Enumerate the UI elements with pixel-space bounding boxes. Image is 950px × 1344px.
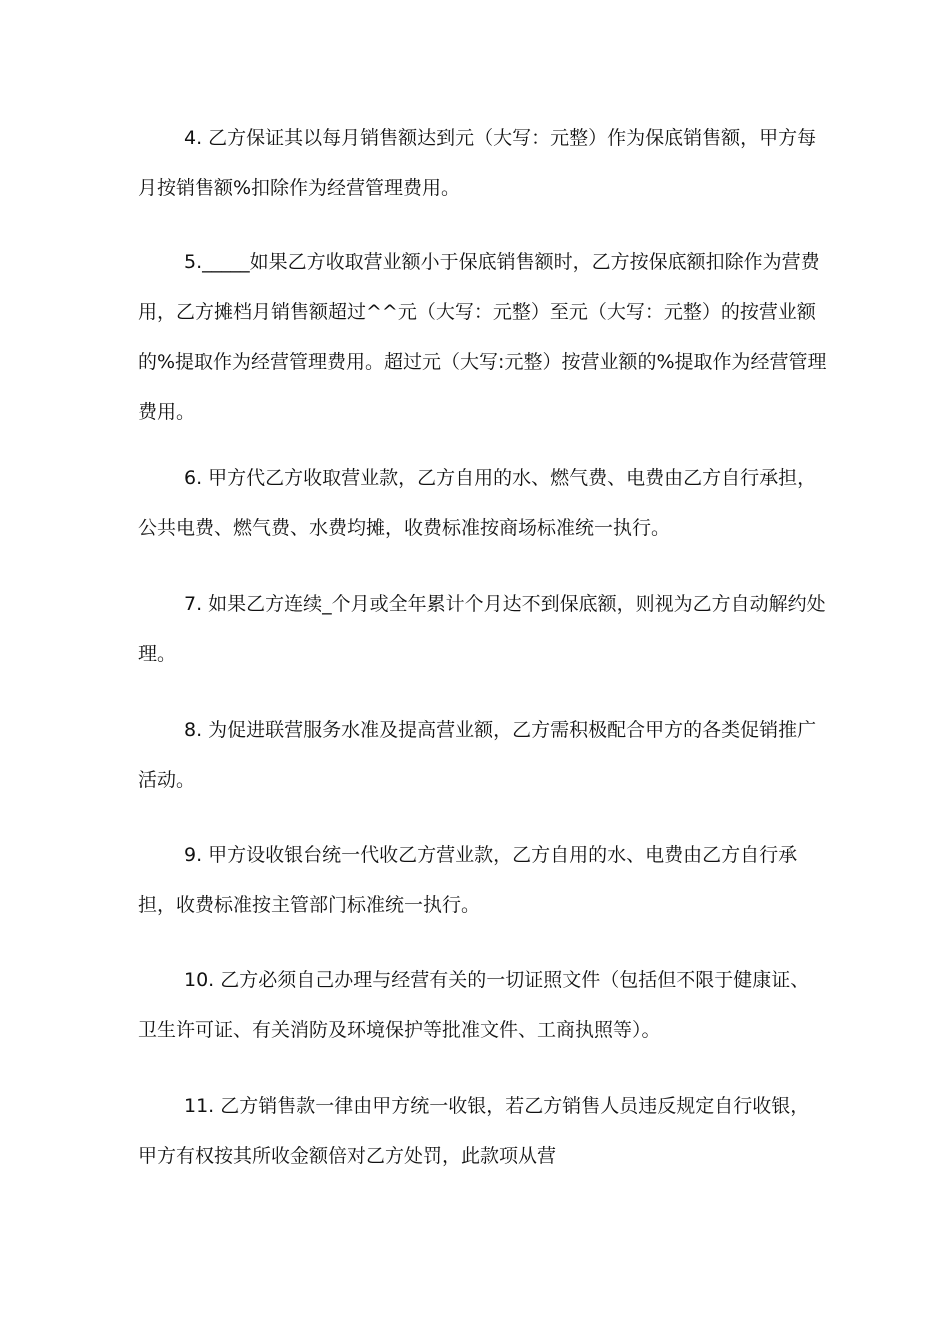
clause-10: 10. 乙方必须自己办理与经营有关的一切证照文件（包括但不限于健康证、卫生许可证、有关消防及环境保护等批准文件、工商执照等）。 (138, 969, 810, 1041)
clause-5: 5._____如果乙方收取营业额小于保底销售额时，乙方按保底额扣除作为营费用，乙方摊档月销售额超过^^元（大写：元整）至元（大写：元整）的按营业额的%提取作为经营管理费用。超过元（大写:元整）按营业额的%提取作为经营管理费用。 (138, 251, 827, 423)
clause-7: 7. 如果乙方连续_个月或全年累计个月达不到保底额，则视为乙方自动解约处理。 (138, 593, 826, 665)
clause-11: 11. 乙方销售款一律由甲方统一收银，若乙方销售人员违反规定自行收银，甲方有权按其所收金额倍对乙方处罚，此款项从营 (138, 1095, 810, 1167)
clause-8: 8. 为促进联营服务水准及提高营业额，乙方需积极配合甲方的各类促销推广活动。 (138, 719, 817, 791)
clause-4: 4. 乙方保证其以每月销售额达到元（大写：元整）作为保底销售额，甲方每月按销售额%扣除作为经营管理费用。 (138, 127, 817, 199)
clause-9: 9. 甲方设收银台统一代收乙方营业款，乙方自用的水、电费由乙方自行承担，收费标准按主管部门标准统一执行。 (138, 844, 798, 916)
clause-6: 6. 甲方代乙方收取营业款，乙方自用的水、燃气费、电费由乙方自行承担，公共电费、燃气费、水费均摊，收费标准按商场标准统一执行。 (138, 467, 817, 539)
